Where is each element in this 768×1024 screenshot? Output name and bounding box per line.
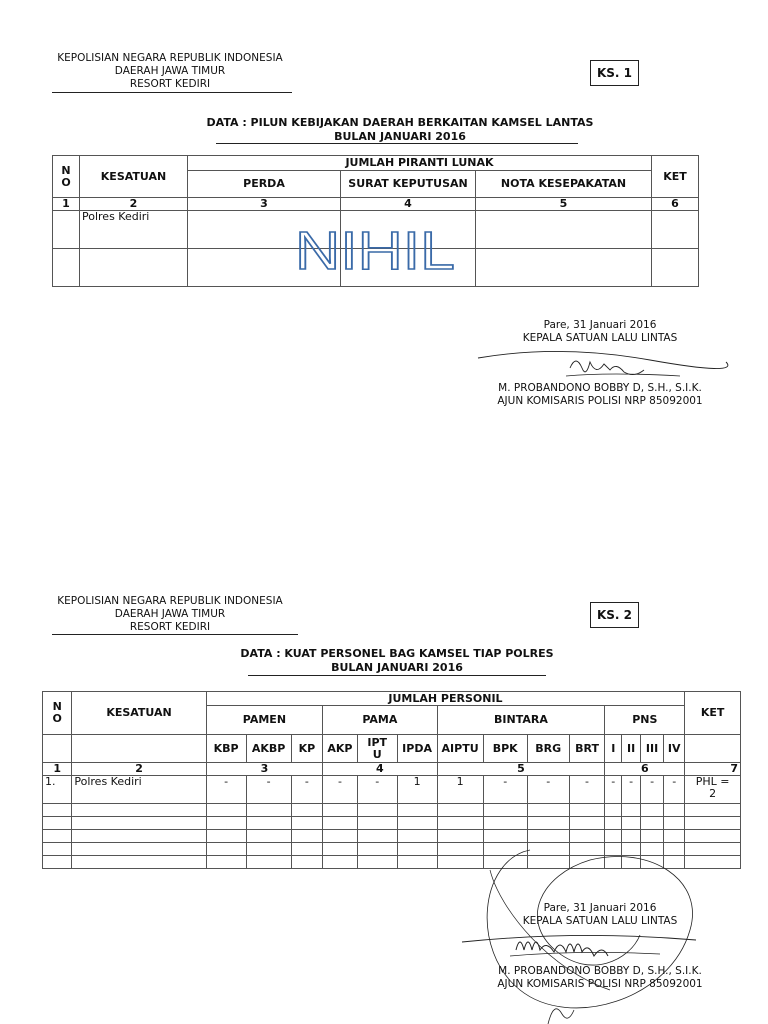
doc1-position: KEPALA SATUAN LALU LINTAS <box>522 332 678 344</box>
doc1-title-underline <box>216 143 578 144</box>
doc2-cell-brt: - <box>569 776 605 804</box>
doc1-signer-name: M. PROBANDONO BOBBY D, S.H., S.I.K. <box>498 382 702 394</box>
doc1-header-underline <box>52 92 292 93</box>
doc2-cell-aiptu: 1 <box>437 776 483 804</box>
doc2-position: KEPALA SATUAN LALU LINTAS <box>522 915 678 927</box>
doc1-row-ket <box>652 211 699 249</box>
doc2-cell-i: - <box>605 776 622 804</box>
doc2-number-cell: 2 <box>72 763 206 776</box>
doc1-number-cell: 4 <box>341 198 476 211</box>
doc2-rank-blank <box>685 735 741 763</box>
doc1-col-perda-header: PERDA <box>188 171 341 198</box>
doc2-rank-iv: IV <box>664 735 685 763</box>
doc2-number-cell: 5 <box>437 763 605 776</box>
doc2-col-ket-header: KET <box>685 692 741 735</box>
doc2-rank-akbp: AKBP <box>246 735 291 763</box>
doc2-cell-ipda: 1 <box>397 776 437 804</box>
doc1-group-header: JUMLAH PIRANTI LUNAK <box>188 156 652 171</box>
doc2-rank-kbp: KBP <box>206 735 246 763</box>
doc1-signature-scribble <box>470 346 730 382</box>
doc2-cell-kbp: - <box>206 776 246 804</box>
doc1-title-line-2: BULAN JANUARI 2016 <box>334 130 466 143</box>
doc2-cell-bpk: - <box>483 776 527 804</box>
doc2-bintara-header: BINTARA <box>437 706 605 735</box>
doc2-rank-blank <box>72 735 206 763</box>
doc2-place-date: Pare, 31 Januari 2016 <box>543 902 657 914</box>
doc1-title-line-1: DATA : PILUN KEBIJAKAN DAERAH BERKAITAN KAMSEL LANTAS <box>206 116 594 129</box>
doc1-header <box>52 52 288 91</box>
doc2-row-no: 1. <box>43 776 72 804</box>
doc1-number-cell: 3 <box>188 198 341 211</box>
doc2-cell-brg: - <box>527 776 569 804</box>
doc2-pns-header: PNS <box>605 706 685 735</box>
doc1-row-kesatuan: Polres Kediri <box>80 211 188 249</box>
doc2-cell-iv: - <box>664 776 685 804</box>
doc2-title-line-1: DATA : KUAT PERSONEL BAG KAMSEL TIAP POLRES <box>240 647 554 660</box>
doc1-header-line-2: DAERAH JAWA TIMUR <box>114 65 226 77</box>
doc2-cell-akbp: - <box>246 776 291 804</box>
doc1-number-cell: 5 <box>476 198 652 211</box>
doc2-rank-brg: BRG <box>527 735 569 763</box>
doc2-group-header: JUMLAH PERSONIL <box>206 692 685 706</box>
doc2-rank-iii: III <box>641 735 664 763</box>
doc2-number-cell: 1 <box>43 763 72 776</box>
doc1-header-line-1: KEPOLISIAN NEGARA REPUBLIK INDONESIA <box>57 52 283 64</box>
doc2-row-kesatuan: Polres Kediri <box>72 776 206 804</box>
doc2-rank-iptu: IPT U <box>357 735 397 763</box>
doc2-pama-header: PAMA <box>323 706 437 735</box>
doc1-row-nota <box>476 211 652 249</box>
doc2-cell-ket: PHL = 2 <box>685 776 741 804</box>
doc2-title-line-2: BULAN JANUARI 2016 <box>331 661 463 674</box>
doc1-number-cell: 1 <box>53 198 80 211</box>
doc2-cell-ii: - <box>622 776 641 804</box>
doc1-empty-cell <box>652 249 699 287</box>
doc1-code-box: KS. 1 <box>590 60 639 86</box>
doc2-signer-rank: AJUN KOMISARIS POLISI NRP 85092001 <box>497 978 703 990</box>
doc1-signer-rank: AJUN KOMISARIS POLISI NRP 85092001 <box>497 395 703 407</box>
doc1-col-nota-header: NOTA KESEPAKATAN <box>476 171 652 198</box>
doc1-empty-cell <box>80 249 188 287</box>
doc1-empty-cell <box>476 249 652 287</box>
doc2-header-line-2: DAERAH JAWA TIMUR <box>114 608 226 620</box>
doc1-row-no <box>53 211 80 249</box>
doc2-header-underline <box>52 634 298 635</box>
doc2-signature-top <box>500 902 700 928</box>
doc2-cell-kp: - <box>291 776 322 804</box>
doc2-rank-bpk: BPK <box>483 735 527 763</box>
doc2-col-no-header: N O <box>43 692 72 735</box>
doc2-rank-i: I <box>605 735 622 763</box>
doc2-header <box>52 595 288 634</box>
doc2-cell-iii: - <box>641 776 664 804</box>
doc2-code-box: KS. 2 <box>590 602 639 628</box>
doc1-col-ket-header: KET <box>652 156 699 198</box>
doc1-number-cell: 6 <box>652 198 699 211</box>
doc2-rank-blank <box>43 735 72 763</box>
doc2-title-underline <box>248 675 546 676</box>
doc1-signature-top <box>500 319 700 345</box>
doc1-title <box>180 116 620 144</box>
doc2-rank-kp: KP <box>291 735 322 763</box>
doc2-signature-scribble <box>460 926 700 966</box>
doc2-rank-akp: AKP <box>323 735 358 763</box>
doc2-rank-ipda: IPDA <box>397 735 437 763</box>
doc2-cell-iptu: - <box>357 776 397 804</box>
doc2-number-cell: 4 <box>323 763 437 776</box>
doc2-col-kesatuan-header: KESATUAN <box>72 692 206 735</box>
doc2-header-line-3: RESORT KEDIRI <box>129 621 211 633</box>
doc1-col-kesatuan-header: KESATUAN <box>80 156 188 198</box>
doc1-empty-cell <box>53 249 80 287</box>
doc2-cell-akp: - <box>323 776 358 804</box>
doc2-header-line-1: KEPOLISIAN NEGARA REPUBLIK INDONESIA <box>57 595 283 607</box>
doc1-col-sk-header: SURAT KEPUTUSAN <box>341 171 476 198</box>
doc2-pamen-header: PAMEN <box>206 706 322 735</box>
doc2-title <box>180 647 614 675</box>
doc2-signer-name: M. PROBANDONO BOBBY D, S.H., S.I.K. <box>498 965 702 977</box>
doc1-number-cell: 2 <box>80 198 188 211</box>
doc2-rank-brt: BRT <box>569 735 605 763</box>
doc2-number-cell: 3 <box>206 763 322 776</box>
doc2-number-cell: 6 <box>605 763 685 776</box>
doc1-place-date: Pare, 31 Januari 2016 <box>543 319 657 331</box>
nihil-stamp <box>290 221 460 281</box>
doc2-signature-bottom <box>485 965 715 991</box>
doc2-number-cell: 7 <box>685 763 741 776</box>
nihil-stamp-text: NIHIL <box>295 221 455 281</box>
doc1-signature-bottom <box>485 382 715 408</box>
doc2-rank-ii: II <box>622 735 641 763</box>
doc2-rank-aiptu: AIPTU <box>437 735 483 763</box>
doc1-col-no-header: N O <box>53 156 80 198</box>
doc1-header-line-3: RESORT KEDIRI <box>129 78 211 90</box>
